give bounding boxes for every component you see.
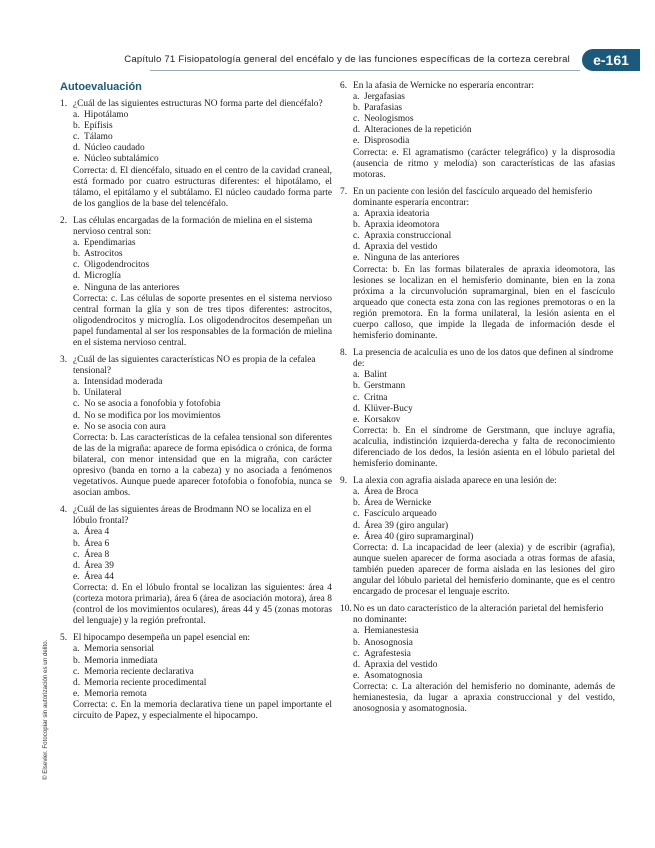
option-text: Área de Wernicke [364,498,432,509]
option-list [60,644,332,699]
option-letter: a. [353,626,360,637]
option-item [60,550,332,561]
option-text: Apraxia del vestido [364,659,438,670]
option-text: No se asocia a fonofobia y fotofobia [84,399,221,410]
answer-explanation: Correcta: b. Las características de la cefalea tensional son diferentes de las de la migraña: aparece de forma episódica o crónica, de forma bilateral, con menor intensidad que en la migraña, con carácter opresivo (banda en torno a la cabeza) y no asociada a fenómenos vegetativos. Aunque puede aparecer fotofobia o fonofobia, nunca se asocian ambos. [73,432,332,499]
option-letter: b. [73,249,81,260]
option-letter: b. [353,637,361,648]
option-text: Anosognosia [364,637,413,648]
question-line [60,505,332,527]
question-block [340,476,615,598]
option-letter: e. [73,282,80,293]
option-item [340,370,615,381]
option-item [340,393,615,404]
option-item [60,154,332,165]
option-text: Asomatognosia [364,670,423,681]
option-text: Epífisis [84,121,113,132]
question-number: 7. [340,186,348,197]
option-letter: d. [353,403,361,414]
question-block [340,604,615,715]
question-text: El hipocampo desempeña un papel esencial en: [73,633,251,644]
option-letter: e. [73,571,80,582]
option-text: Área 39 (giro angular) [364,520,449,531]
question-text: En un paciente con lesión del fascículo arqueado del hemisferio dominante esperaría encontrar: [353,186,593,208]
question-block [340,187,615,342]
option-letter: b. [353,103,361,114]
answer-explanation: Correcta: c. Las células de soporte presentes en el sistema nervioso central forman la glía y son de tres tipos diferentes: astrocitos, oligodendrocitos y microglía. Los oligodendrocitos desempeñan un papel fundamental al ser los responsables de la formación de mielina en el sistema nervioso central. [73,293,332,348]
section-title: Autoevaluación [60,81,142,93]
answer-explanation: Correcta: b. En las formas bilaterales de apraxia ideomotora, las lesiones se localizan en el hemisferio dominante, bien en la zona próxima a la circunvolución supramarginal, bien en el fascículo arqueado que conecta esta zona con las regiones premotoras o en la región premotora. En la forma unilateral, la lesión asienta en el cuerpo calloso, que impide la llegada de información desde el hemisferio dominante. [353,264,615,342]
option-item [60,644,332,655]
answer-explanation: Correcta: c. En la memoria declarativa tiene un papel importante el circuito de Papez, y especialmente el hipocampo. [73,699,332,721]
left-column [60,81,332,728]
option-text: Unilateral [84,388,122,399]
question-line [340,604,615,626]
option-letter: d. [73,677,81,688]
option-item [340,638,615,649]
option-text: Oligodendrocitos [84,260,150,271]
option-text: Parafasias [364,103,403,114]
question-list-right [340,81,615,715]
option-item [60,238,332,249]
question-block [60,505,332,627]
option-item [340,509,615,520]
option-text: Memoria reciente procedimental [84,677,207,688]
option-item [340,231,615,242]
question-block [60,99,332,210]
option-letter: c. [353,648,360,659]
option-letter: c. [353,231,360,242]
option-letter: a. [353,92,360,103]
option-list [60,377,332,432]
option-letter: b. [353,220,361,231]
option-letter: b. [353,381,361,392]
option-letter: a. [353,370,360,381]
option-text: Critna [364,392,388,403]
option-letter: a. [73,527,80,538]
page-header [124,52,640,68]
question-text: Las células encargadas de la formación de mielina en el sistema nervioso central son: [73,215,313,238]
question-text: La alexia con agrafia aislada aparece en una lesión de: [353,476,557,487]
option-letter: a. [73,110,80,121]
option-list [340,92,615,147]
option-text: Área 44 [84,571,114,582]
option-text: Balint [364,370,387,381]
option-item [340,404,615,415]
option-item [60,377,332,388]
option-letter: e. [73,421,80,432]
question-number: 1. [60,99,68,109]
option-list [340,487,615,542]
option-list [60,527,332,582]
question-number: 8. [340,348,348,359]
option-text: No se asocia con aura [84,421,166,432]
option-text: Área 39 [84,560,114,571]
option-letter: a. [353,209,360,220]
option-letter: a. [73,238,80,249]
option-list [60,238,332,293]
question-block [60,216,332,349]
option-item [60,121,332,132]
option-letter: d. [73,271,81,282]
option-item [60,249,332,260]
option-item [340,521,615,532]
question-text: ¿Cuál de las siguientes áreas de Brodmann NO se localiza en el lóbulo frontal? [73,505,312,527]
question-number: 9. [340,476,348,487]
option-text: No se modifica por los movimientos [84,410,221,421]
question-block [340,81,615,181]
option-letter: e. [353,414,360,425]
question-text: ¿Cuál de las siguientes estructuras NO forma parte del diencéfalo? [73,99,323,109]
option-item [60,678,332,689]
option-text: Área de Broca [364,487,419,498]
option-letter: a. [73,644,80,655]
answer-explanation: Correcta: d. La incapacidad de leer (alexia) y de escribir (agrafia), aunque suelen aparecer de forma asociada a otras formas de afasia, también pueden aparecer de forma aislada en las lesiones del giro angular del lóbulo parietal del hemisferio dominante, que es el centro encargado de procesar el lenguaje escrito. [353,542,615,598]
option-text: Núcleo subtalámico [84,154,159,165]
option-letter: c. [73,260,80,271]
option-item [60,283,332,294]
option-text: Jergafasias [364,92,405,103]
option-item [60,667,332,678]
option-text: Apraxia ideatoria [364,209,430,220]
answer-explanation: Correcta: b. En el síndrome de Gerstmann, que incluye agrafia, acalculia, indistinción izquierda-derecha y falta de reconocimiento diferenciado de los dedos, la lesión asienta en el lóbulo parietal del hemisferio dominante. [353,425,615,470]
option-letter: b. [353,498,361,509]
question-number: 2. [60,215,68,226]
option-letter: a. [73,377,80,388]
page-number-badge: e-161 [582,49,640,71]
option-item [340,381,615,392]
option-text: Apraxia construccional [364,231,452,242]
option-item [60,388,332,399]
option-text: Ependimarias [84,238,136,249]
option-letter: d. [73,410,81,421]
option-text: Astrocitos [84,249,123,260]
answer-explanation: Correcta: e. El agramatismo (carácter telegráfico) y la disprosodia (ausencia de ritmo y melodía) son características de las afasias motoras. [353,147,615,180]
option-text: Intensidad moderada [84,377,163,388]
option-letter: a. [353,487,360,498]
option-text: Tálamo [84,132,113,143]
option-text: Hipotálamo [84,110,129,121]
option-item [340,136,615,147]
option-item [340,220,615,231]
question-block [60,633,332,722]
option-letter: c. [353,509,360,520]
question-text: En la afasia de Wernicke no esperaría encontrar: [353,81,535,91]
option-text: Apraxia ideomotora [364,220,440,231]
option-item [340,660,615,671]
question-block [60,355,332,499]
option-item [60,572,332,583]
option-item [60,110,332,121]
option-text: Ninguna de las anteriores [364,253,460,264]
option-text: Apraxia del vestido [364,242,438,253]
option-letter: d. [353,520,361,531]
question-text: La presencia de acalculia es uno de los datos que definen al síndrome de: [353,348,614,370]
option-letter: b. [73,121,81,132]
option-item [340,209,615,220]
question-line [60,355,332,377]
option-item [340,532,615,543]
question-list-left [60,99,332,722]
option-item [60,689,332,700]
option-item [340,626,615,637]
option-text: Memoria sensorial [84,644,155,655]
answer-explanation: Correcta: c. La alteración del hemisferio no dominante, además de hemianestesia, da lugar a apraxia construccional y del vestido, anosognosia y asomatognosia. [353,681,615,715]
question-line [340,81,615,92]
option-text: Área 6 [84,538,110,549]
option-letter: d. [353,659,361,670]
option-item [340,125,615,136]
option-item [60,411,332,422]
option-text: Neologismos [364,114,414,125]
option-letter: c. [73,549,80,560]
option-letter: c. [73,666,80,677]
option-item [340,114,615,125]
option-list [340,370,615,425]
option-item [340,671,615,682]
option-text: Gerstmann [364,381,406,392]
option-text: Área 8 [84,549,110,560]
question-text: ¿Cuál de las siguientes características NO es propia de la cefalea tensional? [73,355,316,377]
question-number: 4. [60,505,68,516]
question-line [340,476,615,487]
option-letter: d. [353,125,361,136]
option-text: Alteraciones de la repetición [364,125,472,136]
option-item [60,561,332,572]
option-text: Disprosodia [364,136,410,147]
option-letter: d. [73,560,81,571]
option-item [60,260,332,271]
option-item [60,539,332,550]
question-block [340,348,615,470]
option-letter: c. [353,392,360,403]
answer-explanation: Correcta: d. El diencéfalo, situado en el centro de la cavidad craneal, está formado por cuatro estructuras diferentes: el hipotálamo, el tálamo, el epitálamo y el subtálamo. El núcleo caudado forma parte de los ganglios de la base del telencéfalo. [73,165,332,209]
option-item [60,143,332,154]
option-item [60,527,332,538]
option-letter: e. [353,670,360,681]
question-number: 5. [60,633,68,644]
question-number: 10. [340,604,352,615]
option-text: Núcleo caudado [84,143,145,154]
option-item [340,103,615,114]
option-text: Korsakov [364,414,401,425]
question-text: No es un dato característico de la alteración parietal del hemisferio no dominante: [353,604,604,626]
option-text: Área 4 [84,527,110,538]
option-list [340,626,615,681]
option-text: Klüver-Bucy [364,403,413,414]
option-text: Hemianestesia [364,626,419,637]
question-number: 3. [60,355,68,366]
option-letter: c. [73,132,80,143]
option-letter: c. [73,399,80,410]
option-item [340,487,615,498]
option-item [60,656,332,667]
option-item [340,92,615,103]
chapter-title: Capítulo 71 Fisiopatología general del encéfalo y de las funciones específicas de la corteza cerebral [124,54,570,65]
option-letter: b. [73,655,81,666]
option-letter: d. [73,143,81,154]
question-line [60,633,332,644]
option-letter: b. [73,388,81,399]
option-letter: e. [353,531,360,542]
option-text: Memoria inmediata [84,655,158,666]
option-item [60,399,332,410]
option-letter: e. [73,688,80,699]
question-line [60,216,332,238]
question-line [60,99,332,110]
option-text: Microglía [84,271,121,282]
option-text: Memoria remota [84,688,147,699]
header-divider [150,70,580,71]
option-list [60,110,332,165]
option-item [60,271,332,282]
option-item [340,253,615,264]
question-number: 6. [340,81,348,91]
option-letter: c. [353,114,360,125]
option-text: Memoria reciente declarativa [84,666,194,677]
option-text: Fascículo arqueado [364,509,437,520]
copyright-side-note: © Elsevier. Fotocopiar sin autorización es un delito. [42,639,49,780]
option-list [340,209,615,264]
option-item [340,498,615,509]
option-item [60,132,332,143]
question-line [340,348,615,370]
question-line [340,187,615,209]
option-text: Área 40 (giro supramarginal) [364,531,474,542]
option-text: Ninguna de las anteriores [84,282,180,293]
option-letter: b. [73,538,81,549]
option-item [60,422,332,433]
option-letter: e. [73,154,80,165]
option-item [340,242,615,253]
option-letter: e. [353,136,360,147]
option-text: Agrafestesia [364,648,411,659]
option-letter: d. [353,242,361,253]
option-item [340,649,615,660]
option-item [340,415,615,426]
option-letter: e. [353,253,360,264]
answer-explanation: Correcta: d. En el lóbulo frontal se localizan las siguientes: área 4 (corteza motora primaria), área 6 (área de asociación motora), área 8 (control de los movimientos oculares), áreas 44 y 45 (zonas motoras del lenguaje) y la región prefrontal. [73,582,332,627]
right-column [340,81,615,721]
